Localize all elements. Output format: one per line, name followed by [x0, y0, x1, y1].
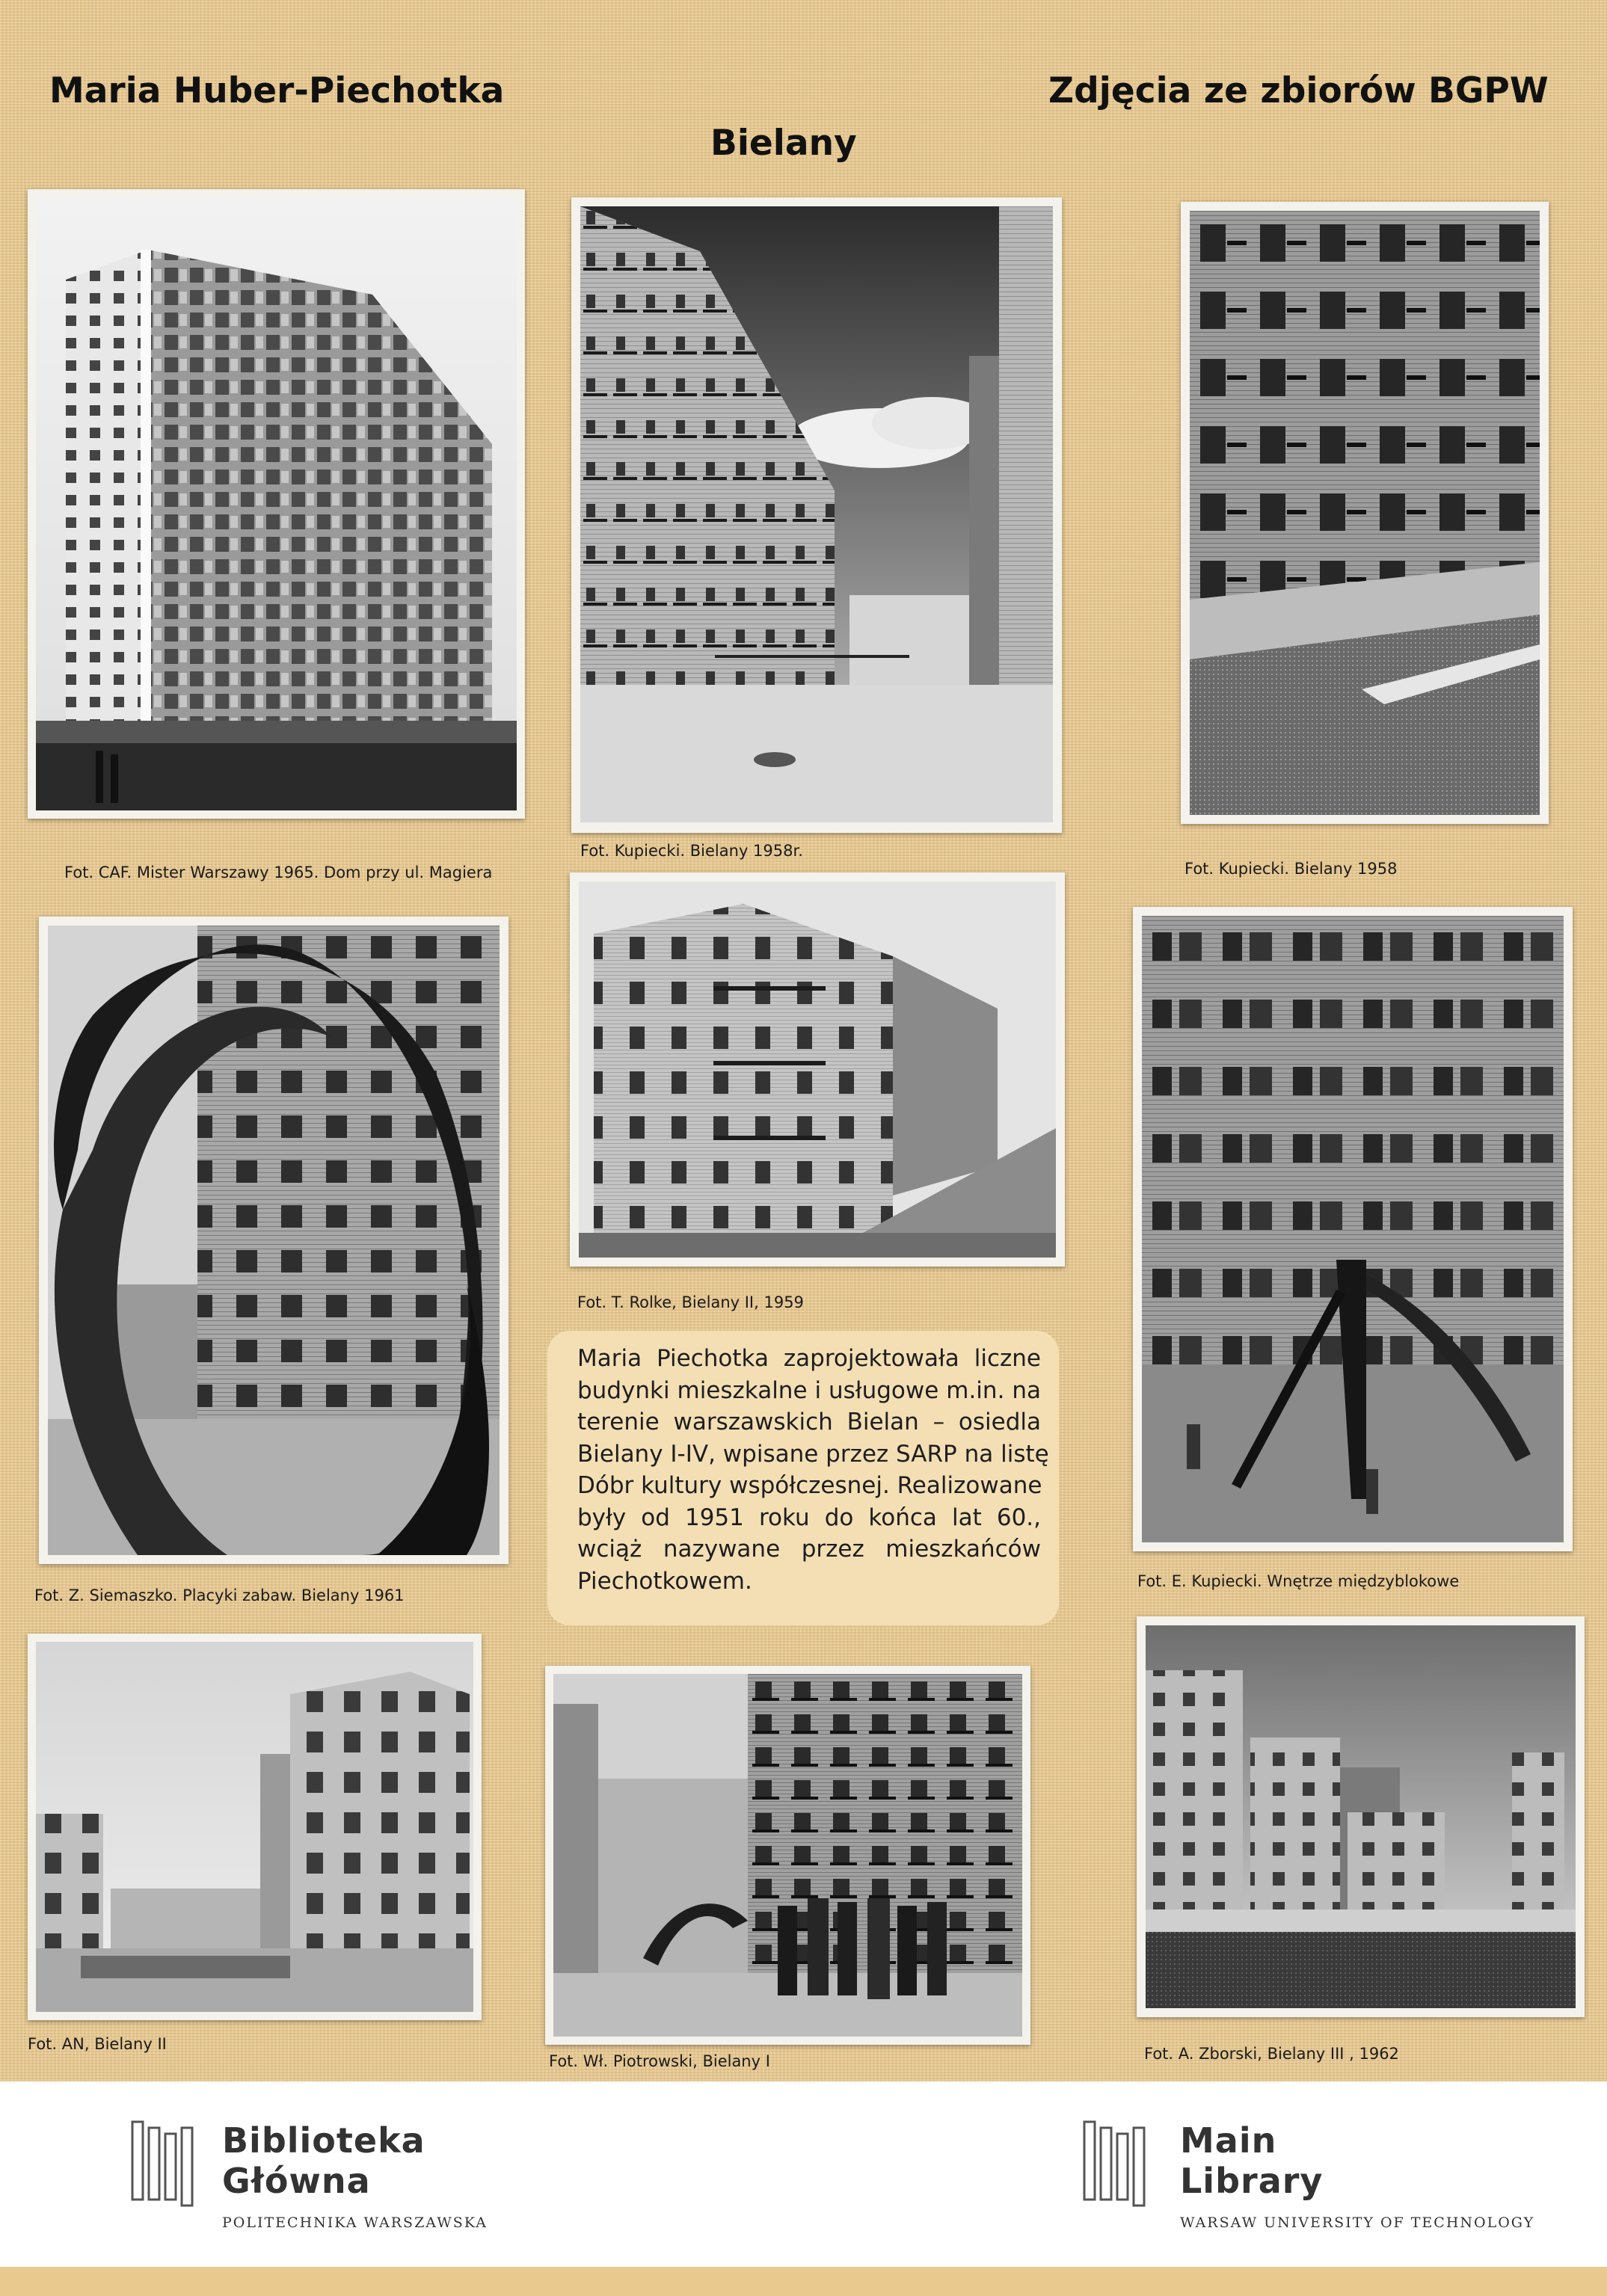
- collection-title: Zdjęcia ze zbiorów BGPW: [1048, 70, 1549, 111]
- description-line: wciąż nazywane przez mieszkańców: [577, 1536, 1041, 1563]
- description-line: terenie warszawskich Bielan – osiedla: [577, 1409, 1041, 1435]
- photo-image: [1146, 1625, 1576, 2008]
- description-line: Dóbr kultury współczesnej. Realizowane: [577, 1472, 1042, 1499]
- description-line: Piechotkowem.: [577, 1567, 752, 1595]
- photo-caption: Fot. Z. Siemaszko. Placyki zabaw. Bielany 1961: [34, 1586, 405, 1604]
- photo-courtyard-block: [570, 872, 1065, 1267]
- footer: [0, 2081, 1607, 2267]
- photo-balcony-block: [1181, 202, 1549, 824]
- library-columns-icon: [131, 2120, 198, 2209]
- photo-image: [36, 1642, 473, 2012]
- photo-playground-sculpture: [39, 917, 508, 1564]
- photo-caption: Fot. CAF. Mister Warszawy 1965. Dom przy ul. Magiera: [64, 864, 493, 881]
- photo-street-view: [571, 197, 1062, 833]
- photo-caption: Fot. E. Kupiecki. Wnętrze międzyblokowe: [1137, 1572, 1460, 1590]
- library-columns-icon: [1083, 2120, 1150, 2209]
- logo-biblioteka-glowna: [131, 2120, 490, 2232]
- photo-image: [580, 206, 1053, 822]
- description-line: były od 1951 roku do końca lat 60.,: [577, 1504, 1041, 1531]
- footer-bottom-strip: [0, 2267, 1607, 2296]
- photo-caption: Fot. Wł. Piotrowski, Bielany I: [549, 2052, 770, 2070]
- photo-image: [1142, 916, 1564, 1542]
- logo-line1: Biblioteka: [222, 2120, 425, 2161]
- photo-estate-lawn: [1137, 1616, 1585, 2017]
- photo-caption: Fot. A. Zborski, Bielany III , 1962: [1144, 2045, 1399, 2063]
- logo-subtitle: WARSAW UNIVERSITY OF TECHNOLOGY: [1180, 2215, 1535, 2231]
- author-title: Maria Huber-Piechotka: [49, 70, 505, 111]
- subtitle: Bielany: [710, 123, 857, 164]
- photo-image: [553, 1674, 1022, 2037]
- photo-tower-block: [28, 189, 525, 819]
- description-line: Bielany I-IV, wpisane przez SARP na listę: [577, 1440, 1049, 1468]
- photo-image: [579, 881, 1056, 1258]
- logo-line2: Główna: [222, 2161, 371, 2201]
- photo-residential-street: [28, 1634, 482, 2020]
- photo-caption: Fot. AN, Bielany II: [28, 2035, 167, 2053]
- photo-image: [36, 197, 517, 810]
- photo-image: [48, 926, 500, 1555]
- photo-caption: Fot. Kupiecki. Bielany 1958r.: [580, 842, 803, 860]
- description-line: budynki mieszkalne i usługowe m.in. na: [577, 1376, 1041, 1404]
- photo-caption: Fot. Kupiecki. Bielany 1958: [1184, 860, 1398, 878]
- logo-main-library: [1083, 2120, 1535, 2232]
- description-box: [547, 1331, 1059, 1625]
- logo-line2: Library: [1180, 2161, 1324, 2201]
- logo-line1: Main: [1180, 2120, 1277, 2161]
- photo-crowd-playground: [545, 1666, 1030, 2045]
- photo-caption: Fot. T. Rolke, Bielany II, 1959: [577, 1293, 804, 1311]
- description-line: Maria Piechotka zaprojektowała liczne: [577, 1345, 1041, 1372]
- logo-subtitle: POLITECHNIKA WARSZAWSKA: [222, 2215, 488, 2231]
- photo-interior-courtyard: [1133, 907, 1573, 1551]
- photo-image: [1190, 211, 1540, 815]
